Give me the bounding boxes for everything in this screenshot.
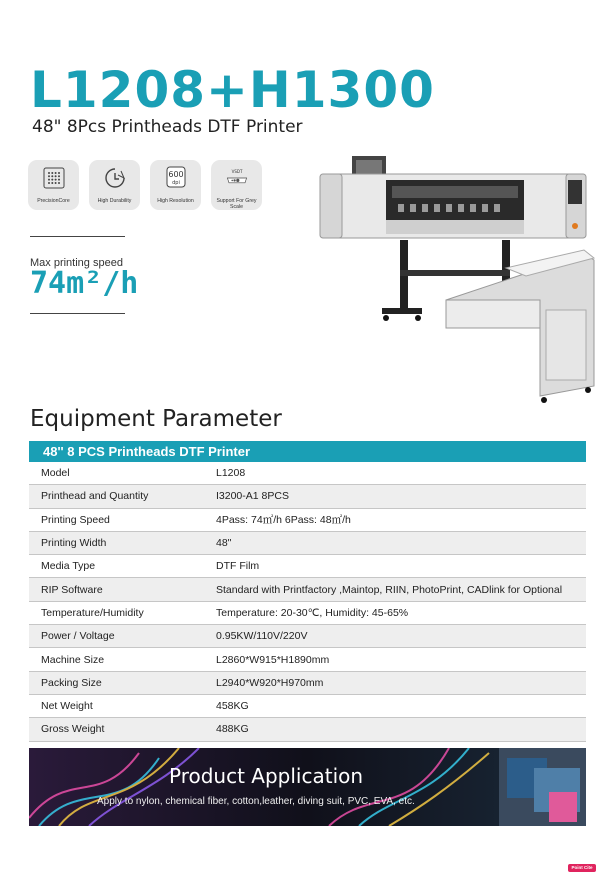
- watermark-logo: Point Cite: [568, 864, 596, 872]
- dpi-badge-unit: dpi: [171, 180, 180, 186]
- table-row: [29, 625, 586, 648]
- table-title: 48'' 8 PCS Printheads DTF Printer: [29, 441, 586, 462]
- table-row: [29, 718, 586, 741]
- table-row: [29, 485, 586, 508]
- feature-precisioncore: [28, 160, 79, 210]
- divider-bottom: [30, 313, 125, 314]
- table-row: [29, 672, 586, 695]
- feature-label: PrecisionCore: [37, 198, 70, 204]
- table-row: [29, 532, 586, 555]
- feature-label: Support For Grey Scale: [216, 198, 257, 210]
- param-key: Packing Size: [41, 676, 102, 689]
- param-value: L1208: [216, 467, 246, 480]
- banner-title: Product Application: [169, 764, 364, 788]
- table-row: [29, 462, 586, 485]
- param-value: 0.95KW/110V/220V: [216, 630, 308, 643]
- param-value: Standard with Printfactory ,Maintop, RIIN, PhotoPrint, CADlink for Optional: [216, 583, 563, 596]
- product-application-banner: [29, 748, 586, 826]
- param-value: 458KG: [216, 700, 249, 713]
- param-value: 48": [216, 537, 232, 550]
- product-title: L1208+H1300: [30, 61, 435, 119]
- param-value: L2860*W915*H1890mm: [216, 653, 330, 666]
- parameter-table: [29, 462, 586, 742]
- param-key: Temperature/Humidity: [41, 606, 144, 619]
- param-key: RIP Software: [41, 583, 103, 596]
- section-heading: Equipment Parameter: [30, 406, 282, 432]
- product-subtitle: 48" 8Pcs Printheads DTF Printer: [32, 117, 303, 137]
- param-key: Gross Weight: [41, 723, 105, 736]
- param-key: Power / Voltage: [41, 630, 115, 643]
- param-value: 4Pass: 74㎡/h 6Pass: 48㎡/h: [216, 514, 351, 527]
- param-key: Printhead and Quantity: [41, 490, 149, 503]
- param-key: Printing Width: [41, 537, 107, 550]
- table-row: [29, 509, 586, 532]
- param-key: Net Weight: [41, 700, 93, 713]
- param-value: 488KG: [216, 723, 249, 736]
- vsdt-badge: VSDT: [231, 169, 242, 175]
- feature-resolution: [150, 160, 201, 210]
- table-row: [29, 695, 586, 718]
- table-row: [29, 602, 586, 625]
- param-key: Printing Speed: [41, 513, 110, 526]
- dpi-badge-value: 600: [167, 170, 184, 179]
- chip-grid-icon: [42, 166, 66, 190]
- table-row: [29, 578, 586, 601]
- param-key: Machine Size: [41, 653, 105, 666]
- speed-label: Max printing speed: [30, 257, 123, 269]
- table-row: [29, 555, 586, 578]
- feature-badges: [28, 160, 262, 210]
- param-value: I3200-A1 8PCS: [216, 490, 289, 503]
- param-key: Model: [41, 467, 70, 480]
- param-key: Media Type: [41, 560, 96, 573]
- param-value: L2940*W920*H970mm: [216, 676, 324, 689]
- printer-image: [316, 150, 596, 406]
- feature-greyscale: [211, 160, 262, 210]
- grayscale-drop-icon: [225, 166, 249, 190]
- feature-label: High Durability: [97, 198, 132, 204]
- feature-label: High Resolution: [157, 198, 194, 204]
- speed-value: 74m²/h: [30, 266, 139, 301]
- dpi-badge-icon: [164, 166, 188, 190]
- param-value: Temperature: 20-30℃, Humidity: 45-65%: [216, 606, 409, 619]
- divider-top: [30, 236, 125, 237]
- feature-durability: [89, 160, 140, 210]
- param-value: DTF Film: [216, 560, 260, 573]
- table-row: [29, 648, 586, 671]
- refresh-cycle-icon: [103, 166, 127, 190]
- banner-subtitle: Apply to nylon, chemical fiber, cotton,leather, diving suit, PVC, EVA, etc.: [97, 796, 415, 807]
